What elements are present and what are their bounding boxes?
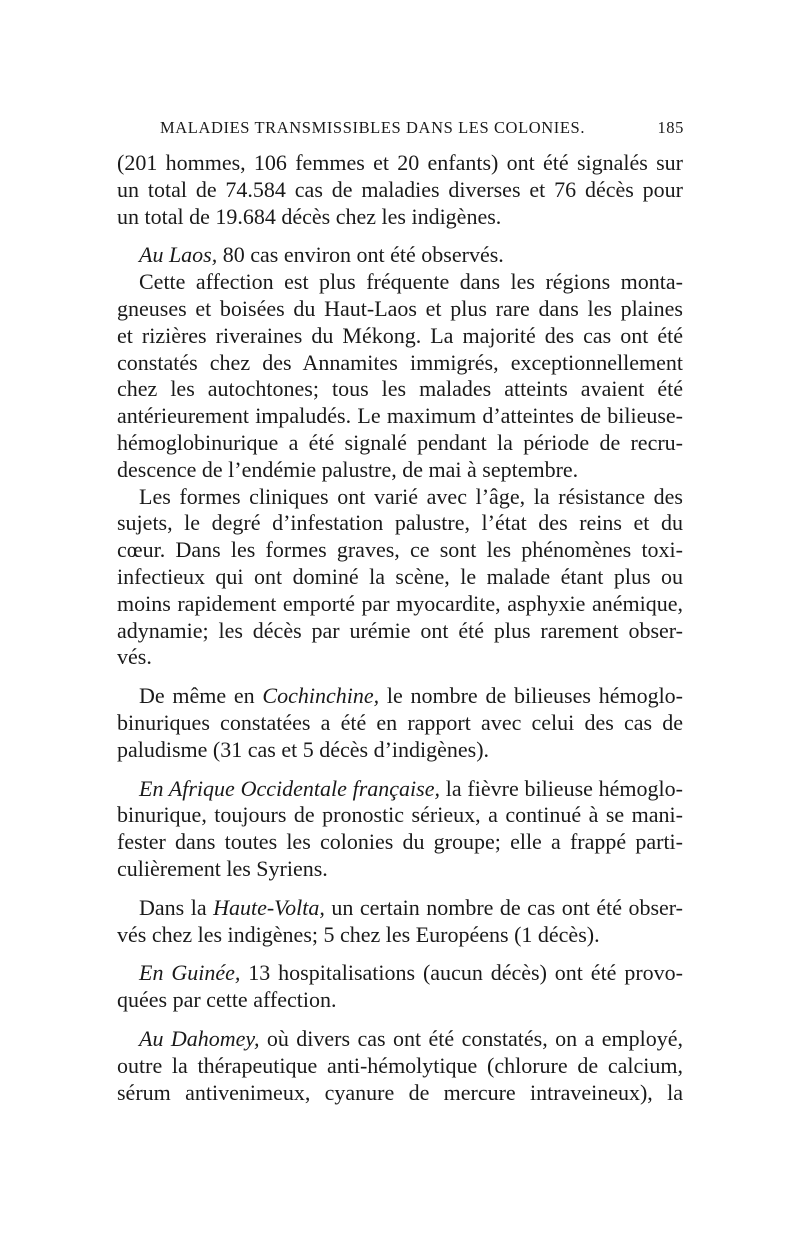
place-name: Haute-Volta,: [213, 894, 325, 920]
text-line: constatés chez des Annamites immigrés, exceptionnellement: [117, 349, 683, 375]
text-line: sérum antivenimeux, cyanure de mercure intraveineux), la: [117, 1079, 683, 1105]
text-line: outre la thérapeutique anti-hémolytique (chlorure de calcium,: [117, 1052, 683, 1078]
running-title: MALADIES TRANSMISSIBLES DANS LES COLONIES.: [160, 118, 586, 137]
text-line: paludisme (31 cas et 5 décès d’indigènes).: [117, 736, 490, 762]
text-line: descence de l’endémie palustre, de mai à septembre.: [117, 456, 579, 482]
place-name: Au Dahomey,: [139, 1025, 260, 1051]
text-line: Au Dahomey, où divers cas ont été constatés, on a employé,: [139, 1025, 683, 1051]
paragraph: [117, 960, 683, 1014]
text-line: binuriques constatées a été en rapport avec celui des cas de: [117, 709, 683, 735]
text-line: Dans la Haute-Volta, un certain nombre de cas ont été obser-: [139, 894, 684, 920]
text-line: chez les autochtones; tous les malades atteints avaient été: [117, 376, 683, 402]
text-line: cœur. Dans les formes graves, ce sont les phénomènes toxi-: [117, 537, 683, 563]
paragraph: [117, 1026, 683, 1106]
text-line: sujets, le degré d’infestation palustre, l’état des reins et du: [117, 510, 683, 536]
place-name: En Afrique Occidentale française,: [139, 775, 440, 801]
text-line: antérieurement impaludés. Le maximum d’atteintes de bilieuse-: [117, 403, 683, 429]
text-line: moins rapidement emporté par myocardite, asphyxie anémique,: [117, 590, 683, 616]
text-line: hémoglobinurique a été signalé pendant la période de recru-: [117, 429, 683, 455]
paragraph: [117, 895, 683, 949]
text-line: gneuses et boisées du Haut-Laos et plus rare dans les plaines: [117, 295, 683, 321]
paragraph: [117, 776, 683, 883]
paragraph: [117, 150, 683, 230]
running-header: [160, 118, 684, 144]
text-line: un total de 19.684 décès chez les indigènes.: [117, 203, 502, 229]
text-line: Cette affection est plus fréquente dans les régions monta-: [139, 269, 683, 295]
text-line: culièrement les Syriens.: [117, 855, 328, 881]
text-line: (201 hommes, 106 femmes et 20 enfants) ont été signalés sur: [117, 150, 683, 175]
paragraph: [117, 683, 683, 763]
text-line: Au Laos, 80 cas environ ont été observés.: [139, 242, 504, 268]
text-line: En Afrique Occidentale française, la fièvre bilieuse hémoglo-: [139, 775, 683, 801]
text-line: De même en Cochinchine, le nombre de bilieuses hémoglo-: [139, 683, 684, 709]
place-name: En Guinée,: [139, 960, 241, 986]
paragraph: [117, 484, 683, 672]
page-number: 185: [657, 118, 684, 137]
text-line: quées par cette affection.: [117, 987, 337, 1013]
text-line: En Guinée, 13 hospitalisations (aucun décès) ont été provo-: [139, 960, 683, 986]
text-line: binurique, toujours de pronostic sérieux, a continué à se mani-: [117, 802, 683, 828]
place-name: Au Laos,: [139, 242, 218, 268]
text-line: infectieux qui ont dominé la scène, le malade étant plus ou: [117, 563, 683, 589]
text-line: un total de 74.584 cas de maladies diverses et 76 décès pour: [117, 176, 683, 202]
text-line: adynamie; les décès par urémie ont été plus rarement obser-: [117, 617, 683, 643]
text-line: et rizières riveraines du Mékong. La majorité des cas ont été: [117, 322, 683, 348]
page-body: [117, 150, 683, 1106]
text-line: Les formes cliniques ont varié avec l’âge, la résistance des: [139, 483, 683, 509]
text-line: vés.: [117, 644, 152, 670]
text-line: fester dans toutes les colonies du groupe; elle a frappé parti-: [117, 829, 683, 855]
text-line: vés chez les indigènes; 5 chez les Européens (1 décès).: [117, 921, 600, 947]
place-name: Cochinchine,: [262, 683, 380, 709]
paragraph: [117, 242, 683, 269]
paragraph: [117, 269, 683, 483]
